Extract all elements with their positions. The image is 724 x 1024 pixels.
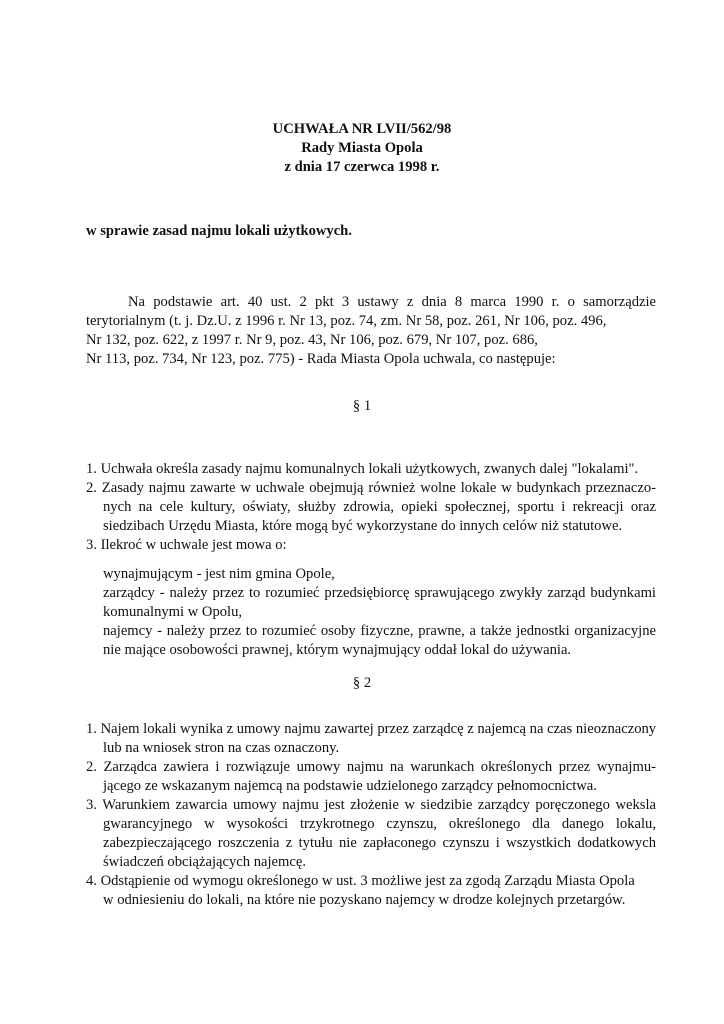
preamble <box>86 293 656 369</box>
section-1-item-1: 1. Uchwała określa zasady najmu komunalnych lokali użytkowych, zwanych dalej "lokalami". <box>86 461 639 477</box>
spacer <box>86 555 656 565</box>
preamble-line: Nr 132, poz. 622, z 1997 r. Nr 9, poz. 43, Nr 106, poz. 679, Nr 107, poz. 686, <box>86 332 538 348</box>
preamble-line: Nr 113, poz. 734, Nr 123, poz. 775) - Rada Miasta Opola uchwala, co następuje: <box>86 351 556 367</box>
section-2-item-3-line: 3. Warunkiem zawarcia umowy najmu jest złożenie w siedzibie zarządcy poręczonego weksla <box>86 797 656 813</box>
definition-line: nie mające osobowości prawnej, którym wynajmujący oddał lokal do używania. <box>103 642 572 658</box>
section-2-item-4-line: w odniesieniu do lokali, na które nie pozyskano najemcy w drodze kolejnych przetargów. <box>103 892 626 908</box>
preamble-line: Na podstawie art. 40 ust. 2 pkt 3 ustawy z dnia 8 marca 1990 r. o samorządzie <box>128 294 656 310</box>
resolution-number: UCHWAŁA NR LVII/562/98 <box>272 121 452 137</box>
section-1-item-2-line: nych na cele kultury, oświaty, służby zdrowia, opieki społecznej, sportu i rekreacji oraz <box>103 499 656 515</box>
section-2-mark: § 2 <box>352 675 372 691</box>
resolution-header <box>0 120 724 177</box>
section-1-item-3: 3. Ilekroć w uchwale jest mowa o: <box>86 537 287 553</box>
section-1-item-2-line: siedzibach Urzędu Miasta, które mogą być wykorzystane do innych celów niż statutowe. <box>103 518 623 534</box>
resolution-subject: w sprawie zasad najmu lokali użytkowych. <box>86 223 352 239</box>
definition-line: zarządcy - należy przez to rozumieć przedsiębiorcę sprawującego zwykły zarząd budynkami <box>103 585 656 601</box>
section-2-item-2-line: 2. Zarządca zawiera i rozwiązuje umowy najmu na warunkach określonych przez wynajmu- <box>86 759 656 775</box>
section-2-item-4-line: 4. Odstąpienie od wymogu określonego w ust. 3 możliwe jest za zgodą Zarządu Miasta Opola <box>86 873 635 889</box>
section-2-item-2-line: jącego ze wskazanym najemcą na podstawie udzielonego zarządcy pełnomocnictwa. <box>103 778 597 794</box>
resolution-date: z dnia 17 czerwca 1998 r. <box>284 159 440 175</box>
section-2-item-1-line: lub na wniosek stron na czas oznaczony. <box>103 740 340 756</box>
section-1-mark: § 1 <box>352 398 372 414</box>
definition-line: komunalnymi w Opolu, <box>103 604 243 620</box>
section-2-item-1-line: 1. Najem lokali wynika z umowy najmu zawartej przez zarządcę z najemcą na czas nieoznaczony <box>86 721 657 737</box>
section-2-body <box>86 720 656 910</box>
section-1-item-2-line: 2. Zasady najmu zawarte w uchwale obejmują również wolne lokale w budynkach przeznaczo- <box>86 480 656 496</box>
section-2-item-3-line: gwarancyjnego w wysokości trzykrotnego czynszu, określonego dla danego lokalu, <box>103 816 656 832</box>
definition-line: najemcy - należy przez to rozumieć osoby fizyczne, prawne, a także jednostki organizacyjne <box>103 623 656 639</box>
preamble-line: terytorialnym (t. j. Dz.U. z 1996 r. Nr 13, poz. 74, zm. Nr 58, poz. 261, Nr 106, poz. 496, <box>86 313 607 329</box>
section-1-body <box>86 460 656 660</box>
section-2-item-3-line: zabezpieczającego roszczenia z tytułu nie zapłaconego czynszu i wszystkich dodatkowych <box>103 835 656 851</box>
section-2-item-3-line: świadczeń obciążających najemcę. <box>103 854 306 870</box>
council-name: Rady Miasta Opola <box>301 140 423 156</box>
definition-line: wynajmującym - jest nim gmina Opole, <box>103 566 335 582</box>
